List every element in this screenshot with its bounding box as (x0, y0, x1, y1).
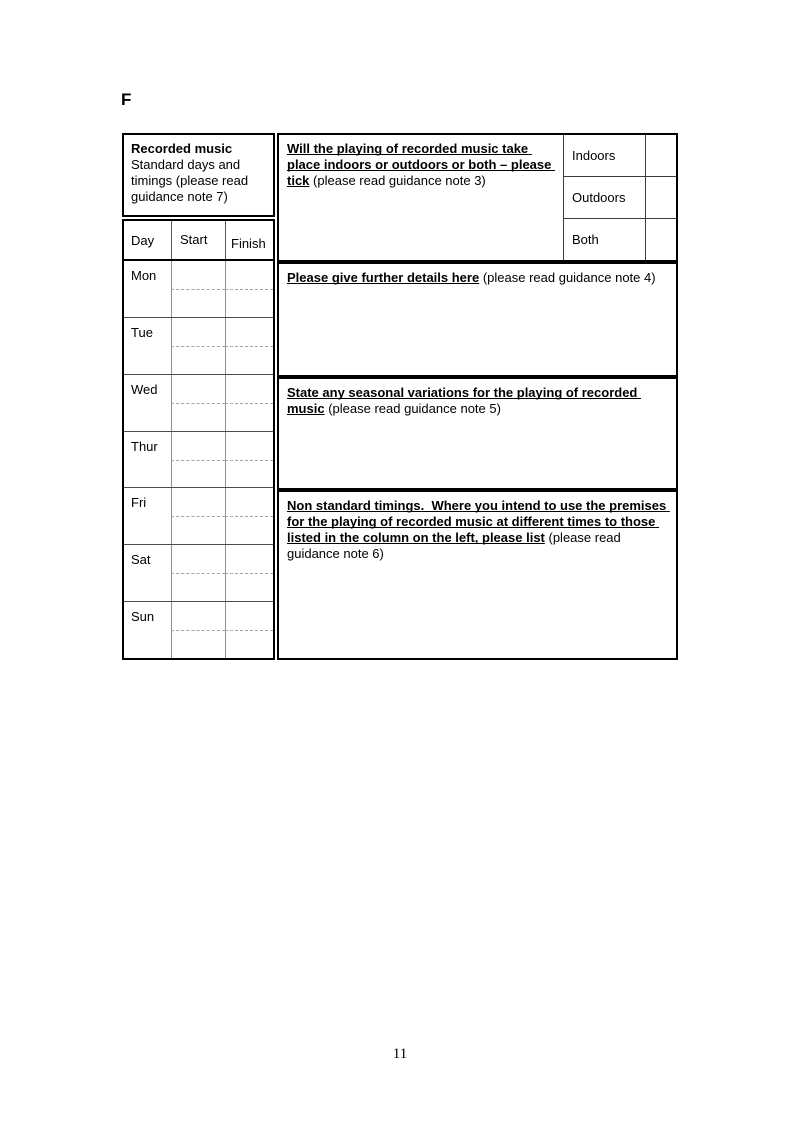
day-label: Sat (131, 552, 151, 568)
further-details-box (277, 262, 678, 377)
start-time-cell[interactable] (171, 432, 225, 488)
start-time-cell[interactable] (171, 375, 225, 431)
finish-time-cell[interactable] (225, 545, 273, 601)
start-time-cell[interactable] (171, 602, 225, 658)
location-options-table (563, 135, 676, 260)
further-details-heading (287, 270, 668, 286)
column-header-finish: Finish (225, 221, 273, 259)
seasonal-variations-heading-note: (please read guidance note 5) (328, 401, 501, 416)
recorded-music-subtitle: Standard days and timings (please read guidance note 7) (131, 157, 249, 204)
non-standard-timings-heading-bold: Non standard timings. Where you intend to use the premises for the playing of recorded music at different times to those listed in the column on the left, please list (287, 498, 670, 545)
standard-timings-column (122, 133, 275, 660)
column-header-day: Day (131, 233, 155, 248)
day-label: Tue (131, 324, 153, 340)
start-time-cell[interactable] (171, 488, 225, 544)
page-number: 11 (392, 1046, 408, 1062)
recorded-music-header-cell (122, 133, 275, 217)
non-standard-timings-heading-note: (please read guidance note 6) (287, 530, 621, 561)
seasonal-variations-heading (287, 385, 668, 417)
day-label: Thur (131, 438, 158, 454)
day-label: Fri (131, 495, 147, 511)
recorded-music-section (122, 133, 678, 660)
option-row-both (564, 218, 676, 260)
timings-table-header-row (124, 221, 273, 261)
questions-column (277, 133, 678, 660)
option-row-outdoors (564, 176, 676, 218)
further-details-input-area[interactable] (287, 286, 668, 375)
finish-time-cell[interactable] (225, 488, 273, 544)
day-row-sat (124, 544, 273, 601)
start-time-cell[interactable] (171, 545, 225, 601)
indoors-outdoors-question-text (279, 135, 563, 260)
both-tick-cell[interactable] (645, 219, 676, 260)
indoors-outdoors-question-box (277, 133, 678, 262)
further-details-heading-note: (please read guidance note 4) (482, 270, 656, 285)
column-header-start: Start (171, 221, 225, 259)
timings-table (122, 219, 275, 660)
day-row-wed (124, 374, 273, 431)
day-row-mon (124, 261, 273, 317)
day-row-sun (124, 601, 273, 658)
finish-time-cell[interactable] (225, 375, 273, 431)
option-label-indoors: Indoors (572, 147, 616, 163)
further-details-heading-bold: Please give further details here (287, 270, 480, 285)
day-row-thur (124, 431, 273, 488)
day-label: Wed (131, 381, 158, 397)
non-standard-timings-box (277, 490, 678, 660)
outdoors-tick-cell[interactable] (645, 177, 676, 218)
finish-time-cell[interactable] (225, 432, 273, 488)
seasonal-variations-input-area[interactable] (287, 417, 668, 488)
start-time-cell[interactable] (171, 318, 225, 374)
section-letter: F (121, 90, 132, 109)
finish-time-cell[interactable] (225, 602, 273, 658)
non-standard-timings-input-area[interactable] (287, 562, 668, 658)
day-row-fri (124, 487, 273, 544)
day-label: Mon (131, 268, 157, 283)
seasonal-variations-box (277, 377, 678, 490)
finish-time-cell[interactable] (225, 261, 273, 317)
seasonal-variations-heading-bold: State any seasonal variations for the playing of recorded music (287, 385, 642, 416)
option-row-indoors (564, 135, 676, 176)
day-label: Sun (131, 609, 155, 625)
finish-time-cell[interactable] (225, 318, 273, 374)
day-row-tue (124, 317, 273, 374)
indoors-tick-cell[interactable] (645, 135, 676, 176)
indoors-outdoors-question-bold: Will the playing of recorded music take place indoors or outdoors or both – please tick (287, 141, 555, 188)
option-label-outdoors: Outdoors (572, 189, 626, 205)
option-label-both: Both (572, 231, 599, 247)
recorded-music-title: Recorded music (131, 141, 233, 156)
indoors-outdoors-question-note: (please read guidance note 3) (313, 173, 486, 188)
start-time-cell[interactable] (171, 261, 225, 317)
non-standard-timings-heading (287, 498, 668, 562)
